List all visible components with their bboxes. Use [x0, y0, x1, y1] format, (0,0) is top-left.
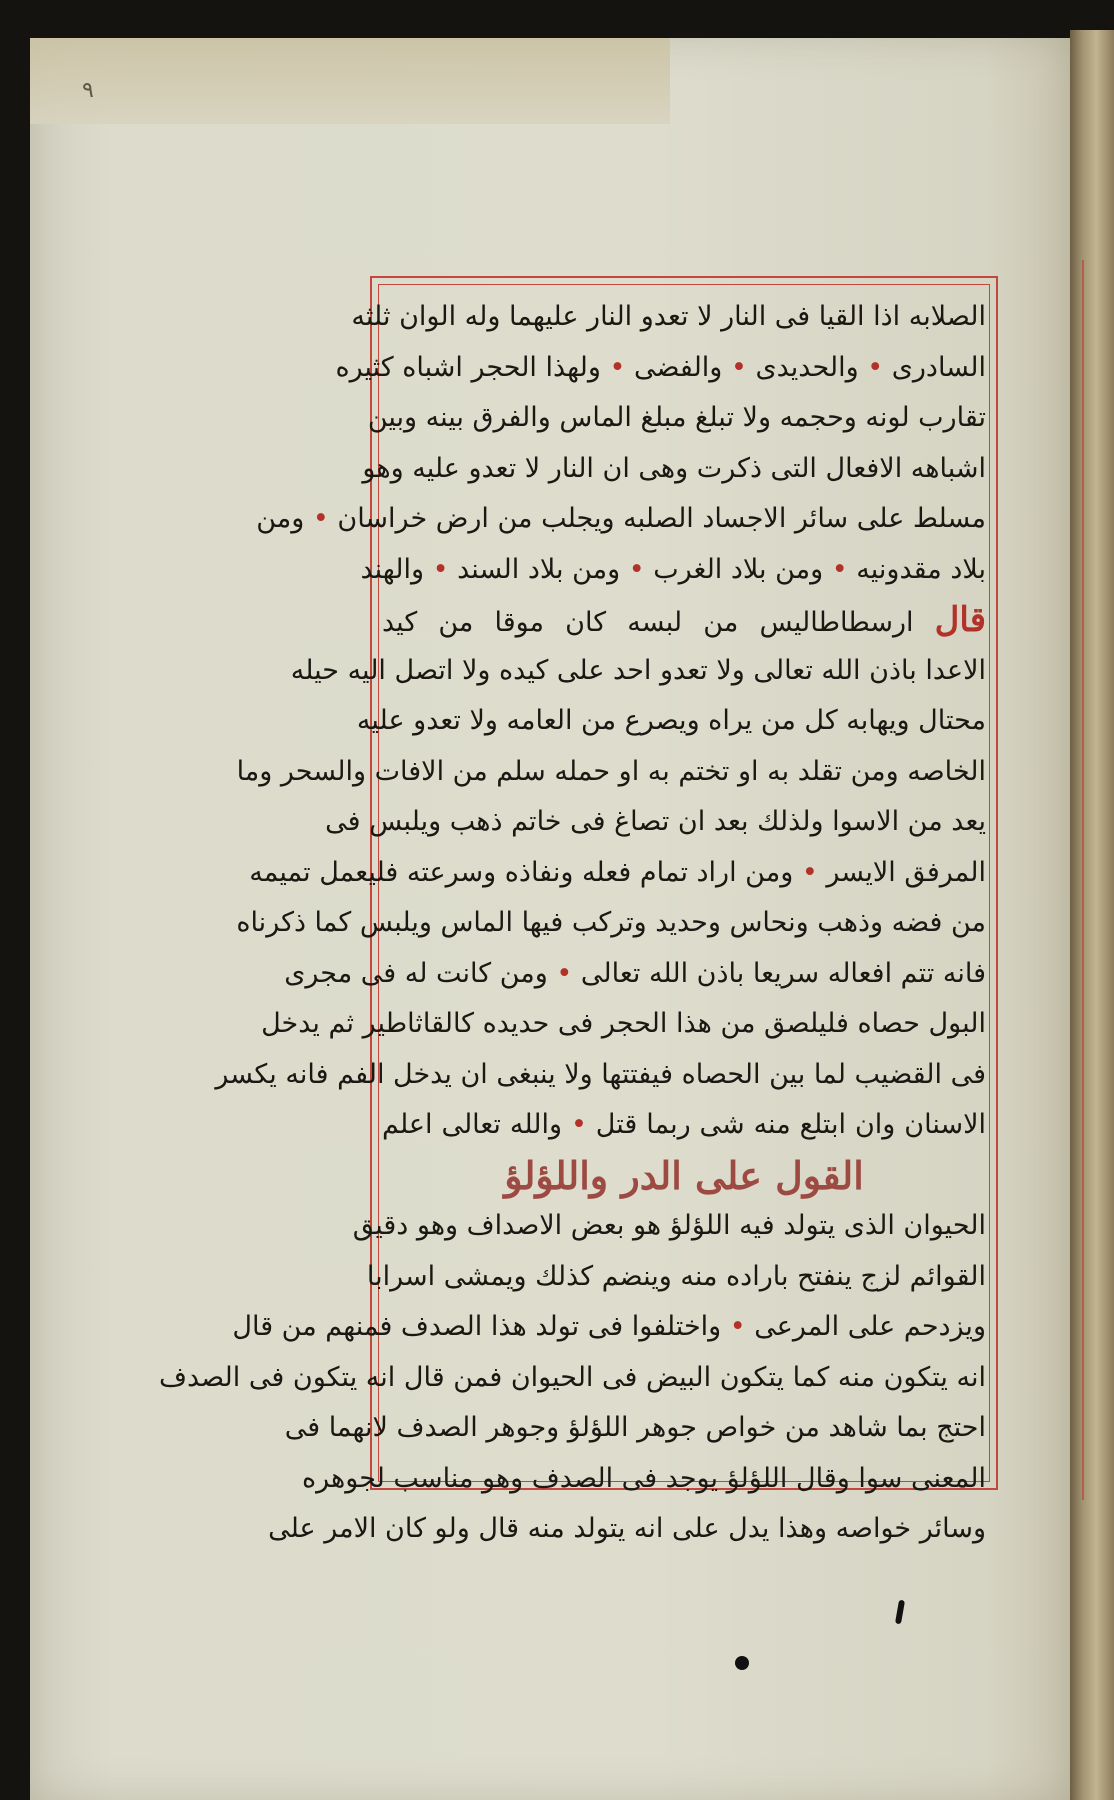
rubric-dot: • — [729, 1311, 746, 1342]
text-line: الاعدا باذن الله تعالى ولا تعدو احد على كيده ولا اتصل اليه حيله — [290, 654, 986, 686]
text-line: احتج بما شاهد من خواص جوهر اللؤلؤ وجوهر الصدف لانهما فى — [284, 1412, 986, 1443]
rubric-dot: • — [867, 351, 884, 383]
folio-number: ٩ — [82, 78, 94, 103]
text-line: فى القضيب لما بين الحصاه فيفتتها ولا ينبغى ان يدخل الفم فانه يكسر — [215, 1058, 986, 1090]
rubric-dot: • — [801, 856, 818, 888]
paper-repair-strip — [30, 38, 670, 124]
rubric-word: قال — [934, 600, 986, 640]
text-line: مسلط على سائر الاجساد الصلبه ويجلب من ارض خراسان • ومن — [256, 503, 986, 534]
ink-dot-mark — [735, 1656, 749, 1670]
section-heading: القول على الدر واللؤلؤ — [504, 1152, 864, 1198]
text-line: تقارب لونه وحجمه ولا تبلغ مبلغ الماس والفرق بينه وبين — [367, 402, 986, 433]
text-line: البول حصاه فليلصق من هذا الحجر فى حديده كالقاثاطير ثم يدخل — [261, 1008, 986, 1039]
text-line: محتال ويهابه كل من يراه ويصرع من العامه ولا تعدو عليه — [356, 705, 986, 736]
rubric-dot: • — [831, 553, 848, 585]
text-line: اشباهه الافعال التى ذكرت وهى ان النار لا تعدو عليه وهو — [362, 452, 986, 484]
text-line: وسائر خواصه وهذا يدل على انه يتولد منه قال ولو كان الامر على — [268, 1513, 986, 1544]
text-frame — [158, 276, 998, 1544]
text-line: يعد من الاسوا ولذلك بعد ان تصاغ فى خاتم ذهب ويلبس فى — [325, 806, 986, 837]
rubric-dot: • — [556, 957, 573, 989]
text-line: فانه تتم افعاله سريعا باذن الله تعالى • ومن كانت له فى مجرى — [284, 957, 986, 989]
adjacent-page-rule — [1082, 260, 1084, 1500]
text-line: السادرى • والحديدى • والفضى • ولهذا الحجر اشباه كثيره — [335, 351, 986, 383]
rubric-dot: • — [432, 553, 449, 585]
text-line: ويزدحم على المرعى • واختلفوا فى تولد هذا الصدف فمنهم من قال — [232, 1311, 986, 1342]
text-line: الاسنان وان ابتلع منه شى ربما قتل • والله تعالى اعلم — [382, 1109, 986, 1140]
text-line: الحيوان الذى يتولد فيه اللؤلؤ هو بعض الاصداف وهو دقيق — [352, 1210, 986, 1241]
rubric-dot: • — [312, 503, 329, 534]
text-line: من فضه وذهب ونحاس وحديد وتركب فيها الماس ويلبس كما ذكرناه — [236, 907, 986, 938]
rubric-dot: • — [730, 351, 747, 383]
text-line: بلاد مقدونيه • ومن بلاد الغرب • ومن بلاد السند • والهند — [360, 553, 986, 585]
text-line: انه يتكون منه كما يتكون البيض فى الحيوان فمن قال انه يتكون فى الصدف — [158, 1361, 986, 1393]
rubric-dot: • — [570, 1109, 587, 1140]
text-block — [158, 292, 986, 1544]
adjacent-page-edge — [1070, 30, 1114, 1800]
text-line: المرفق الايسر • ومن اراد تمام فعله ونفاذه وسرعته فليعمل تميمه — [249, 856, 986, 888]
text-line: الصلابه اذا القيا فى النار لا تعدو النار عليهما وله الوان ثلثه — [351, 301, 986, 332]
text-line: المعنى سوا وقال اللؤلؤ يوجد فى الصدف وهو مناسب لجوهره — [301, 1462, 986, 1494]
text-line: الخاصه ومن تقلد به او تختم به او حمله سلم من الافات والسحر وما — [236, 755, 986, 787]
rubric-dot: • — [609, 351, 626, 383]
rubric-dot: • — [628, 553, 645, 585]
text-line: القوائم لزج ينفتح باراده منه وينضم كذلك ويمشى اسرابا — [366, 1260, 986, 1292]
text-line-rubric: قال ارسطاطاليس من لبسه كان موقا من كيد — [382, 600, 986, 640]
